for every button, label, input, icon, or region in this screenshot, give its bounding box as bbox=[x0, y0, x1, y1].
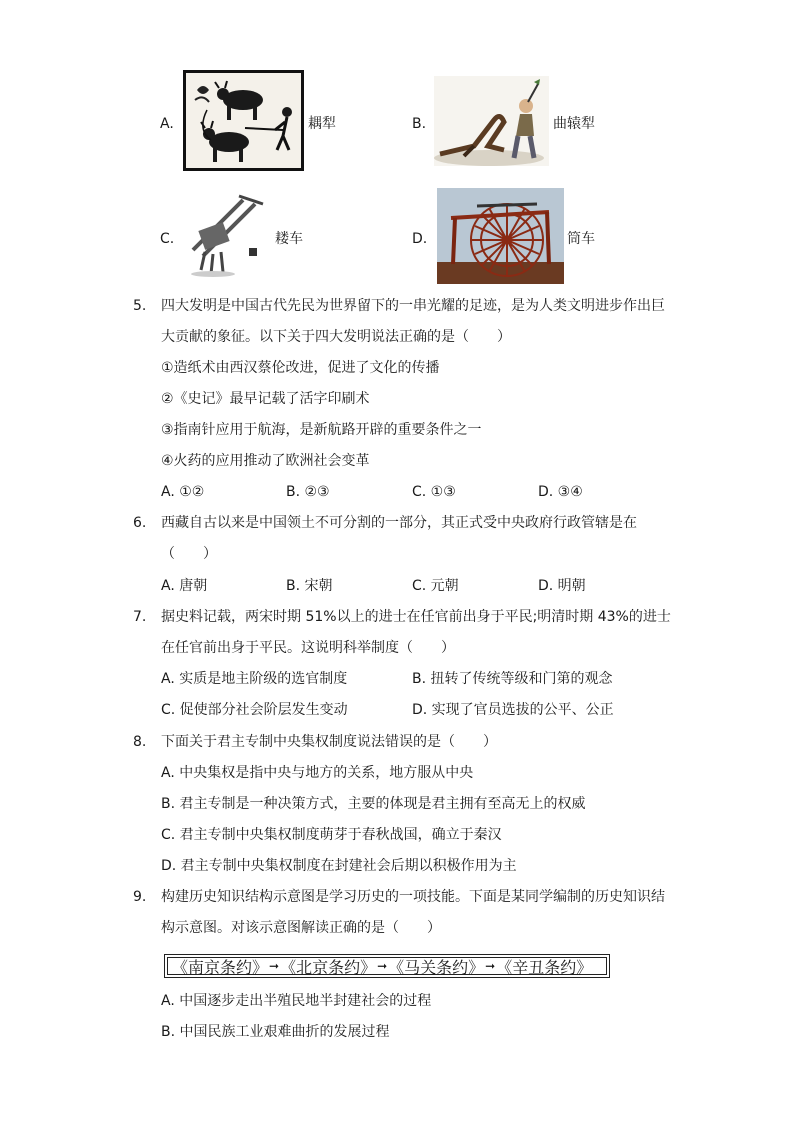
q8-option-a[interactable]: A. 中央集权是指中央与地方的关系，地方服从中央 bbox=[161, 765, 474, 781]
q4-option-b-label: 曲辕犁 bbox=[553, 116, 595, 132]
water-wheel-image bbox=[437, 188, 564, 284]
treaty-nanjing: 《南京条约》 bbox=[172, 957, 269, 977]
q7-number: 7. bbox=[133, 609, 147, 625]
q9-option-a[interactable]: A. 中国逐步走出半殖民地半封建社会的过程 bbox=[161, 993, 432, 1009]
q5-statement-4: ④火药的应用推动了欧洲社会变革 bbox=[161, 453, 370, 469]
q6-option-a[interactable]: A. 唐朝 bbox=[161, 578, 208, 594]
q5-option-d[interactable]: D. ③④ bbox=[538, 484, 583, 500]
q5-stem-line2: 大贡献的象征。以下关于四大发明说法正确的是（ ） bbox=[161, 329, 511, 345]
q5-statement-3: ③指南针应用于航海，是新航路开辟的重要条件之一 bbox=[161, 422, 482, 438]
arrow-icon: ➞ bbox=[377, 959, 388, 973]
arrow-icon: ➞ bbox=[269, 959, 280, 973]
q8-option-d[interactable]: D. 君主专制中央集权制度在封建社会后期以积极作用为主 bbox=[161, 858, 517, 874]
q7-option-c[interactable]: C. 促使部分社会阶层发生变动 bbox=[161, 702, 348, 718]
arrow-icon: ➞ bbox=[485, 959, 496, 973]
curved-plough-image bbox=[434, 76, 549, 166]
q8-option-b[interactable]: B. 君主专制是一种决策方式，主要的体现是君主拥有至高无上的权威 bbox=[161, 796, 586, 812]
q6-number: 6. bbox=[133, 515, 147, 531]
q8-number: 8. bbox=[133, 734, 147, 750]
q4-option-d-label: 筒车 bbox=[567, 231, 595, 247]
treaty-xinchou: 《辛丑条约》 bbox=[496, 957, 593, 977]
q4-option-c-label: 耧车 bbox=[275, 231, 303, 247]
q9-number: 9. bbox=[133, 889, 147, 905]
q4-option-a-letter: A. bbox=[160, 116, 174, 132]
q9-option-b[interactable]: B. 中国民族工业艰难曲折的发展过程 bbox=[161, 1024, 390, 1040]
treaty-maguan: 《马关条约》 bbox=[388, 957, 485, 977]
q6-option-c[interactable]: C. 元朝 bbox=[412, 578, 459, 594]
q7-stem-line2: 在任官前出身于平民。这说明科举制度（ ） bbox=[161, 640, 455, 656]
q8-option-c[interactable]: C. 君主专制中央集权制度萌芽于春秋战国，确立于秦汉 bbox=[161, 827, 502, 843]
q5-option-c[interactable]: C. ①③ bbox=[412, 484, 456, 500]
q4-option-b-letter: B. bbox=[412, 116, 427, 132]
q9-stem-line2: 构示意图。对该示意图解读正确的是（ ） bbox=[161, 920, 441, 936]
q7-option-a[interactable]: A. 实质是地主阶级的选官制度 bbox=[161, 671, 348, 687]
ox-plough-image bbox=[183, 70, 304, 171]
q5-statement-2: ②《史记》最早记载了活字印刷术 bbox=[161, 391, 370, 407]
q6-stem-line1: 西藏自古以来是中国领土不可分割的一部分，其正式受中央政府行政管辖是在 bbox=[161, 515, 637, 531]
q9-stem-line1: 构建历史知识结构示意图是学习历史的一项技能。下面是某同学编制的历史知识结 bbox=[161, 889, 665, 905]
treaty-beijing: 《北京条约》 bbox=[280, 957, 377, 977]
q4-option-a-label: 耦犁 bbox=[308, 116, 336, 132]
q5-number: 5. bbox=[133, 298, 147, 314]
q5-option-a[interactable]: A. ①② bbox=[161, 484, 205, 500]
q4-option-c-letter: C. bbox=[160, 231, 175, 247]
q7-option-b[interactable]: B. 扭转了传统等级和门第的观念 bbox=[412, 671, 613, 687]
q6-stem-line2: （ ） bbox=[161, 546, 217, 562]
treaty-chain-diagram bbox=[164, 954, 610, 978]
q6-option-d[interactable]: D. 明朝 bbox=[538, 578, 586, 594]
seed-drill-image bbox=[183, 190, 271, 280]
q5-statement-1: ①造纸术由西汉蔡伦改进，促进了文化的传播 bbox=[161, 360, 440, 376]
q6-option-b[interactable]: B. 宋朝 bbox=[286, 578, 333, 594]
q4-option-d-letter: D. bbox=[412, 231, 428, 247]
q7-stem-line1: 据史料记载，两宋时期 51%以上的进士在任官前出身于平民;明清时期 43%的进士 bbox=[161, 609, 671, 625]
q5-option-b[interactable]: B. ②③ bbox=[286, 484, 330, 500]
q7-option-d[interactable]: D. 实现了官员选拔的公平、公正 bbox=[412, 702, 614, 718]
q8-stem: 下面关于君主专制中央集权制度说法错误的是（ ） bbox=[161, 734, 497, 750]
q5-stem-line1: 四大发明是中国古代先民为世界留下的一串光耀的足迹，是为人类文明进步作出巨 bbox=[161, 298, 665, 314]
